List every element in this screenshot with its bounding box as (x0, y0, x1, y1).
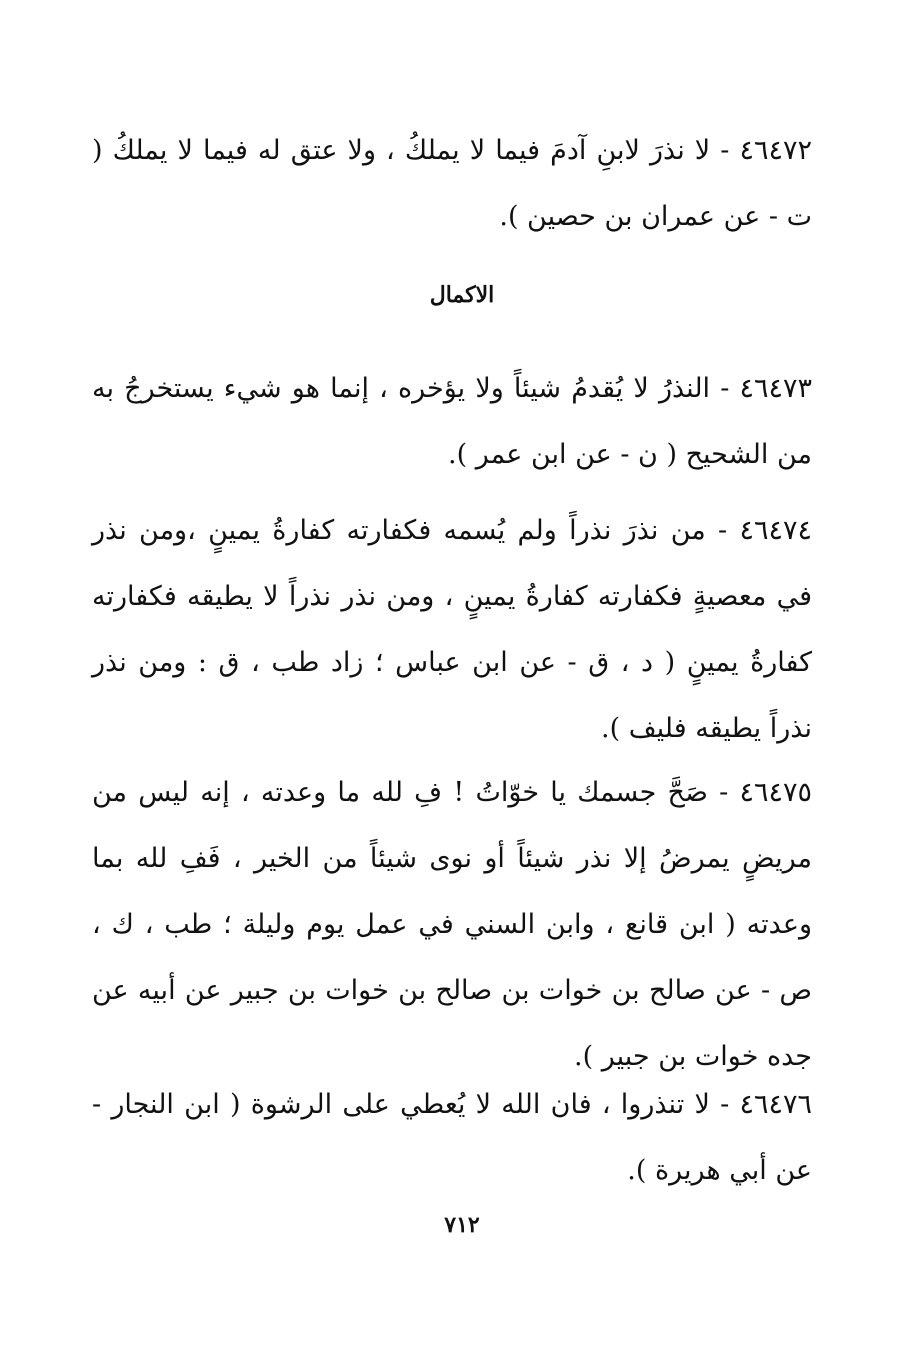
hadith-text: - لا نذرَ لابنِ آدمَ فيما لا يملكُ ، ولا عتق له فيما لا يملكُ ( ت - عن عمران بن حصين ). (92, 135, 812, 232)
hadith-number: ٤٦٤٧٢ (739, 135, 812, 166)
hadith-number: ٤٦٤٧٣ (739, 373, 812, 404)
hadith-text: - من نذرَ نذراً ولم يُسمه فكفارته كفارةُ يمينٍ ،ومن نذر في معصيةٍ فكفارته كفارةُ يمينٍ ، ومن نذر نذراً لا يطيقه فكفارته كفارةُ يمينٍ ( د ، ق - عن ابن عباس ؛ زاد طب ، ق : ومن نذر نذراً يطيقه فليف ). (92, 515, 812, 744)
hadith-paragraph (92, 1072, 812, 1204)
section-heading: الاكمال (429, 282, 495, 308)
hadith-text: - لا تنذروا ، فان الله لا يُعطي على الرشوة ( ابن النجار - عن أبي هريرة ). (92, 1089, 812, 1186)
hadith-paragraph (92, 356, 812, 488)
hadith-paragraph (92, 760, 812, 1090)
page-number: ٧١٢ (444, 1212, 480, 1238)
hadith-number: ٤٦٤٧٥ (739, 777, 812, 808)
hadith-number: ٤٦٤٧٦ (739, 1089, 812, 1120)
hadith-text: - صَحَّ جسمك يا خوّاتُ ! فِ لله ما وعدته ، إنه ليس من مريضٍ يمرضُ إلا نذر شيئاً أو نوى شيئاً من الخير ، فَفِ لله بما وعدته ( ابن قانع ، وابن السني في عمل يوم وليلة ؛ طب ، ك ، ص - عن صالح بن خوات بن صالح بن خوات بن جبير عن أبيه عن جده خوات بن جبير ). (92, 777, 813, 1072)
hadith-paragraph (92, 498, 812, 762)
hadith-number: ٤٦٤٧٤ (739, 515, 812, 546)
hadith-paragraph (92, 118, 812, 250)
hadith-text: - النذرُ لا يُقدمُ شيئاً ولا يؤخره ، إنما هو شيء يستخرجُ به من الشحيح ( ن - عن ابن عمر ). (92, 373, 812, 470)
